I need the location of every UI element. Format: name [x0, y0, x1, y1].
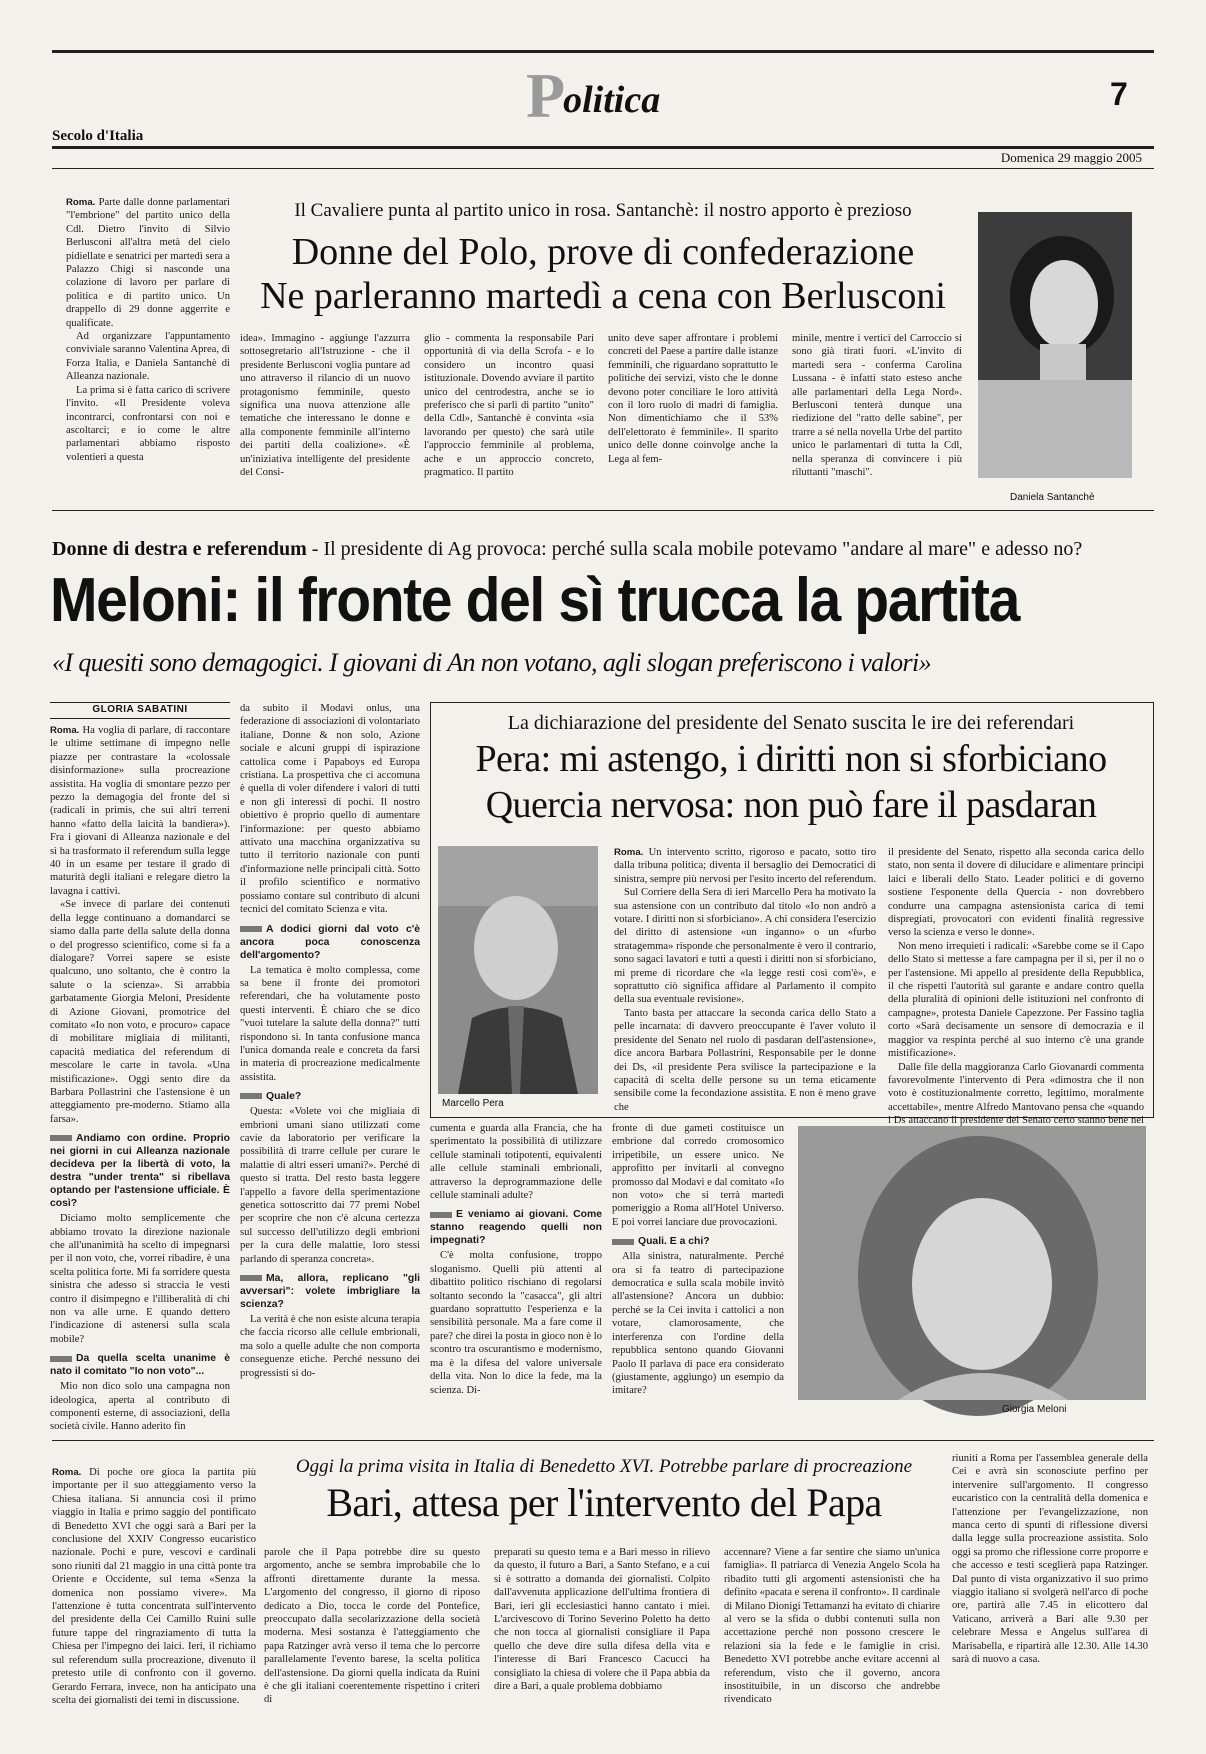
art3-col-2 [888, 846, 1144, 1127]
art2-text-1a: Ha voglia di parlare, di raccontare le ultime settimane di impegno nelle piazze per contrastare la «colossale disinformazione» sulla procreazione assistita. Ha voglia di smontare pezzo per pezzo la demagogia del fronte del sì (radicali in primis, che sui altri terreni hanno «fatto della laicità la bandiera»). Fra i giovani di Alleanza nazionale e del sì ha trasformato il referendum sulla legge 40 in un esame per testare il grado di maturità degli italiani e relegare dietro la lavagna i cattivi. [50, 725, 230, 897]
issue-date: Domenica 29 maggio 2005 [1000, 150, 1142, 165]
byline-rule-bottom [50, 718, 230, 719]
art2-text-2d: La verità è che non esiste alcuna terapia che faccia ricorso alle cellule embrionali, ma solo a quelle adulte che non comporta conseguenze etiche. Perché nessuno dei progressisti si do- [240, 1314, 420, 1379]
art3-text-1a: Un intervento scritto, rigoroso e pacato, sotto tiro dalla tribuna politica; diventa il bersaglio dei Democratici di sinistra, sempre più nervosi per l'esito incerto del referendum. [614, 847, 876, 885]
masthead-rule [52, 146, 1154, 149]
art4-col-1 [52, 1466, 256, 1736]
art2-col-3 [430, 1122, 602, 1430]
art2-text-4b: Alla sinistra, naturalmente. Perché ora si fa teatro di partecipazione democratica e sulla scala mobile invitò all'astensione? Ancora un dubbio: perché se la Cei invita i cattolici a non votare, clamorosamente, che interferenza con l'ordine della repubblica sentono quando Giovanni Paolo II parlava di pace era considerato (giustamente, aggiungo) un esempio da imitare? [612, 1251, 784, 1397]
art2-text-3a: cumenta e guarda alla Francia, che ha sperimentato la possibilità di utilizzare cellule staminali totipotenti, equivalenti alle cellule staminali embrionali, attraverso la deprogrammazione delle cellule staminali adulte? [430, 1123, 602, 1202]
pera-photo [438, 846, 598, 1094]
art2-text-1d: Mio non dico solo una campagna non ideologica, aperta al contributo di componenti esterne, di associazioni, della società civile. Hanno aderito fin [50, 1381, 230, 1433]
pera-portrait [438, 846, 598, 1094]
section-title [526, 60, 726, 131]
art2-question-2: Da quella scelta unanime è nato il comitato "Io non voto"... [50, 1353, 230, 1378]
santanche-photo [978, 212, 1132, 478]
art2-question-3: A dodici giorni dal voto c'è ancora poca conoscenza dell'argomento? [240, 923, 420, 961]
art2-col-1 [50, 724, 230, 1433]
section-initial: P [526, 60, 566, 131]
art1-text-1: Parte dalle donne parlamentari "l'embrione" del partito unico della Cdl. Dietro l'invito di Silvio Berlusconi all'altra metà del cielo pidiellate e senatrici per martedì sera a Palazzo Chigi si nasconde una colazione di lavoro per parlare di politica e di partito unico. Un drappello di 29 donne aggerrite e qualificate. [66, 197, 231, 329]
art3-title-2: Quercia nervosa: non può fare il pasdaran [485, 784, 1097, 826]
art1-col-3: glio - commenta la responsabile Pari opportunità di via della Scrofa - e lo considero un incontro quasi istituzionale. Dovendo avviare il partito unico del centrodestra, anche se io preferisco che si parli di partito "unito" della Cdl», Santanchè è convinta «sia lavorando per questo) che sarà utile l'approccio femminile al problema, ache e un approccio concreto, pragmatico. Il partito [424, 333, 594, 479]
art4-col-2: parole che il Papa potrebbe dire su questo argomento, anche se sembra improbabile che lo affronti direttamente durante la messa. L'argomento del congresso, il giorno di riposo dedicato a Dio, tocca le corde del Pontefice, preoccupato dalla secolarizzazione della società moderna. Mesi sostanza è l'atteggiamento che papa Ratzinger avrà verso il tema che lo percorre parallelamente l'evento barese, la scelta politica dell'astensione. Da giorni quella indicata da Ruini è che gli italiani coerentemente rispettino i criteri di [264, 1547, 480, 1706]
art2-col-2 [240, 702, 420, 1430]
section-word: olitica [563, 79, 661, 121]
art1-col-5: minile, mentre i vertici del Carroccio si sono già tirati fuori. «L'invito di martedì sera - conferma Carolina Lussana - è infatti stato esteso anche alle parlamentari della Lega Nord». Berlusconi tenterà dunque una riedizione del "ratto delle sabine", per trarre a sé nella novella Urbe del partito unico le parlamentari di tutta la Cdl, nella speranza di convincere i più riluttanti "maschi". [792, 333, 962, 479]
art3-text-2b: Non meno irrequieti i radicali: «Sarebbe come se il Capo dello Stato si mettesse a fare campagna per il sì, per il no o per l'astensione. Mi appello al presidente della Repubblica, il che rispetti l'autorità sul garante e andare contro quella della pluralità di opinioni delle istituzioni nel confronto di campagne», protesta Daniele Capezzone. Per Fassino taglia corto «Sarà decisamente un sensore di democrazia e il maggior va respinta perché al suo interno c'è una grande mistificazione». [888, 940, 1144, 1060]
paper-name: Secolo d'Italia [52, 128, 144, 144]
art4-top-rule [52, 1440, 1154, 1441]
art3-title-1: Pera: mi astengo, i diritti non si sforbiciano [475, 738, 1107, 780]
art2-question-7: Quali. E a chi? [612, 1235, 784, 1248]
art2-question-4: Quale? [240, 1090, 420, 1103]
art3-city: Roma. [614, 847, 644, 858]
art1-text-1c: La prima si è fatta carico di scrivere l'invito. «Il Presidente voleva incontrarci, confrontarsi con noi e ascoltarci; e io come le altre parlamentari abbiamo risposto volentieri a questa [66, 384, 230, 463]
art4-kicker: Oggi la prima visita in Italia di Benedetto XVI. Potrebbe parlare di procreazione [295, 1456, 913, 1477]
art2-col-4 [612, 1122, 784, 1430]
art1-col-2: idea». Immagino - aggiunge l'azzurra sottosegretario all'Istruzione - che il presidente Berlusconi voglia puntare ad uno attraverso il rilancio di un nuovo protagonismo femminile, questo significa una nuova attenzione alle tematiche che interessano le donne e alla componente femminile all'interno dei partiti della coalizione». «È un'iniziativa intelligente del presidente del Consi- [240, 333, 410, 479]
art2-kicker [52, 538, 1154, 561]
page-number: 7 [1110, 76, 1128, 112]
art1-city: Roma. [66, 197, 96, 208]
art3-text-2c: Dalle file della maggioranza Carlo Giovanardi commenta favorevolmente l'intervento di Pera «dimostra che il non voto è costituzionalmente corretto, legittimo, moralmente accettabile», mentre Alfredo Mantovano pensa che «quando i Ds attaccano il presidente del Senato certo stanno bene nei [888, 1061, 1144, 1127]
art4-col-4: accennare? Viene a far sentire che siamo un'unica famiglia». Il patriarca di Venezia Angelo Scola ha ribadito tutti gli argomenti astensionisti che ha definito «pacata e serena il confronto». Il cardinale di Milano Dionigi Tettamanzi ha evitato di chiarire al vero se la sfida o dubbi contenuti sulla non accettazione perché non possono crescere le relazioni sia la fede e le famiglie in crisi. Benedetto XVI potrebbe anche evitare accenni al referendum, visto che il governo, ancora insostituibile, in un discorso che andrebbe rivendicato [724, 1547, 940, 1706]
art4-city: Roma. [52, 1467, 82, 1478]
art4-col-3: preparati su questo tema e a Bari messo in rilievo da questo, il futuro a Bari, a Santo Stefano, e a cui si è sottratto a domanda dei giornalisti. Colpito dall'avvenuta applicazione dell'ultima frontiera di Bari, ieri gli ecclesiastici hanno cantato i miei. L'arcivescovo di Torino Severino Poletto ha detto che non tocca al giornalisti consigliare il Papa quello che deve dire sulla difesa della vita e l'interesse di Bari Francesco Cacucci ha consigliato la chiesa di volere che il Papa abbia da dire a Bari, a quale problema dobbiamo [494, 1547, 710, 1693]
byline-rule-top [50, 702, 230, 703]
santanche-portrait [978, 212, 1132, 478]
art1-col-lead [66, 196, 230, 496]
art2-text-3b: C'è molta confusione, troppo sloganismo. Quelli più attenti al dibattito politico rischiano di regolarsi soltanto secondo la "casacca", gli altri guardano soprattutto l'esperienza e la sensibilità personale. Ma a fare come il pare? che direi la posta in gioco non è lo scontro tra oscurantismo e modernismo, ma è la difesa del valore universale della vita. Non lo dice la fede, ma la scienza. Di- [430, 1250, 602, 1396]
art3-text-1c: Tanto basta per attaccare la seconda carica dello Stato a pelle incarnata: di davvero preoccupante è l'aver voluto il presidente del Senato nel ruolo di pasdaran dell'astensione», dice ancora Barbara Pollastrini, Responsabile per le donne dei Ds, «il presidente Pera svilisce la partecipazione e la capacità di scelta delle persone su un tema eticamente sensibile come la fecondazione assistita. E non è meno grave che [614, 1007, 876, 1113]
art2-question-6: E veniamo ai giovani. Come stanno reagendo quelli non impegnati? [430, 1209, 602, 1247]
top-rule [52, 50, 1154, 53]
art2-byline: GLORIA SABATINI [92, 704, 188, 715]
art2-text-2b: La tematica è molto complessa, come sa bene il fronte dei promotori referendari, che ha volutamente posto questi interventi. È chiaro che se dico "vuoi tutelare la salute della donna?" tutti rispondono sì. In tanta confusione manca l'unica domanda reale e concreta da farsi in materia di procreazione medicalmente assistita. [240, 964, 420, 1083]
art2-text-2a: da subito il Modavi onlus, una federazione di associazioni di volontariato italiane, Donne & non solo, Azione sociale e alcuni gruppi di ispirazione cattolica come i Papaboys ed Europa cristiana. La prospettiva che ci accomuna è quella di voler difendere i valori di tutti e non gli interessi di pochi. Il nostro obiettivo è proprio quello di aumentare l'informazione: per questo abbiamo attivato una macchina organizzativa su tutto il territorio nazionale con punti d'informazione nelle principali città. Sotto il profilo scientifico e normativo possiamo contare sul contributo di alcuni tecnici del comitato Scienza e vita. [240, 703, 420, 916]
santanche-caption: Daniela Santanchè [1010, 492, 1095, 503]
art4-col-5: riuniti a Roma per l'assemblea generale della Cei e avrà sin sconosciute perfino per intervenire sull'argomento. Il congresso eucaristico con la centralità della domenica e l'attenzione per l'evangelizzazione, non manca certo di spunti di riflessione diversi dalla legge sulla procreazione assistita. Solo oggi sa promo che riflessione corre proporre e che accesso e testi sceglierà papa Ratzinger. Dal punto di vista organizzativo il suo primo viaggio italiano si svolgerà nell'arco di poche ore, partirà alle 7.45 in elicottero dal Vaticano, arriverà a Bari alle 9.30 per celebrare Messa e Angelus sull'area di Marisabella, e ripartirà alle 12.30. Alle 14.30 sarà di nuovo a casa. [952, 1453, 1148, 1666]
date-rule [52, 168, 1154, 169]
art4-text-1: Di poche ore gioca la partita più importante per il suo atteggiamento verso la Chiesa italiana. Si annuncia così il primo viaggio in Italia e primo saggio del pontificato di Benedetto XVI che oggi sarà a Bari per la conclusione del XXIV Congresso eucaristico nazionale. Pochi e pure, vescovi e cardinali sono riuniti dal 21 maggio in una città ponte tra Oriente e Occidente, sul tema «Senza la domenica non possiamo vivere». Ma l'attenzione è tutta concentrata sull'intervento del presidente della Cei Camillo Ruini sulle future tappe del ringraziamento di tutta la Chiesa per l'impegno dei laici. Ieri, il richiamo sul referendum sulla procreazione, divenuto il pretesto utile di confronto con il governo. Gerardo Ferrara, invece, non ha anticipato una scelta dei giornalisti dei temi in discussione. [52, 1467, 256, 1706]
art2-text-4a: fronte di due gameti costituisce un embrione dal corredo cromosomico irripetibile, un essere unico. Ne approfitto per invitarli al convegno promosso dal Modavi e dal comitato «Io non voto» che si terrà martedì pomeriggio a Roma all'Hotel Universo. E poi vorrei lanciare due provocazioni. [612, 1123, 784, 1228]
art2-kicker-rest: - Il presidente di Ag provoca: perché sulla scala mobile potevamo "andare al mare" e adesso no? [306, 538, 1083, 560]
art1-bottom-rule [52, 510, 1154, 511]
art2-city: Roma. [50, 725, 80, 736]
meloni-portrait [798, 1126, 1146, 1400]
art3-text-1b: Sul Corriere della Sera di ieri Marcello Pera ha motivato la sua astensione con un contributo dal titolo «Io non andrò a votare. I diritti non si sforbiciano». A chi considera l'esercizio del diritto di astensione «un inganno» o un «furbo stratagemma» risponde che personalmente è vero il contrario, sono sagaci lavatori e tutti a questi i diritti non si sforbiciano, mi preme di ricordare che «la legge resti così com'è», e soprattutto ciò significa affidare al Parlamento il compito della sua eventuale revisione». [614, 887, 876, 1006]
meloni-photo [798, 1126, 1146, 1400]
pera-caption: Marcello Pera [442, 1098, 504, 1109]
art1-title-2: Ne parleranno martedì a cena con Berlusconi [260, 275, 946, 317]
art2-text-1b: «Se invece di parlare dei contenuti della legge continuano a domandarci se siamo dalla parte della salute della donna o del progresso scientifico, come si fa a dialogare? Vorrei sapere se esiste qualcuno, uno soltanto, che è contro la salute o la scienza». Si arrabbia garbatamente Giorgia Meloni, Presidente di Azione Giovani, promotrice del comitato «Io non voto, e procuro» capace di mobilitare migliaia di militanti, capacità mediatica del referendum di mescolare le carte in tavola. «Una mistificazione». Oggi sento dire da Barbara Pollastrini che l'astensione è un atteggiamento pre-moderno. Stiamo alla farsa». [50, 899, 230, 1125]
art2-text-2c: Questa: «Volete voi che migliaia di embrioni umani siano utilizzati come cavie da laboratorio per verificare la possibilità di trarre cellule per curare le malattie di altri esseri umani?». Perché di questo si tratta. Del resto basta leggere l'appello a favore della sperimentazione genetica sottoscritto dai 77 premi Nobel per scoprire che non c'è alcuna certezza sul successo dell'utilizzo degli embrioni per la cura delle malattie, loro stessi parlando di speranza concreta». [240, 1106, 420, 1265]
art4-title: Bari, attesa per l'intervento del Papa [326, 1480, 882, 1525]
art3-kicker: La dichiarazione del presidente del Senato suscita le ire dei referendari [507, 712, 1075, 734]
art1-title-1: Donne del Polo, prove di confederazione [291, 231, 915, 273]
art2-text-1c: Diciamo molto semplicemente che abbiamo trovato la direzione nazionale che all'unanimità ha scelto di impegnarsi per il non voto, che, vorrei ribadire, è una scelta politica forte. Mi fa sorridere questa sinistra che adesso si straccia le vesti contro il disimpegno e l'illiberalità di chi non va alle urne. E quando dettero l'indicazione di astenersi sulla scala mobile? [50, 1213, 230, 1345]
art2-subtitle: «I quesiti sono demagogici. I giovani di An non votano, agli slogan preferiscono i valori» [52, 648, 932, 677]
art2-question-1: Andiamo con ordine. Proprio nei giorni in cui Alleanza nazionale decideva per la libertà di voto, la destra "under trenta" si ribellava optando per l'astensione ufficiale. È così? [50, 1133, 230, 1210]
art3-text-2a: il presidente del Senato, rispetto alla seconda carica dello stato, non senta il dovere di dilucidare e alimentare principi laici e liberali dello Stato. Leader politici e di governo sostiene l'esponente della Quercia - non dovrebbero condurre una campagna astensionista carica di temi dispregiati, provocatori con evidenti finalità regressive verso la scienza e verso le donne». [888, 847, 1144, 939]
art1-text-1b: Ad organizzare l'appuntamento conviviale saranno Valentina Aprea, di Forza Italia, e Daniela Santanchè di Alleanza nazionale. [66, 331, 230, 383]
art2-kicker-bold: Donne di destra e referendum [52, 538, 307, 560]
art1-col-4: unito deve saper affrontare i problemi concreti del Paese a partire dalle istanze femminili, che riguardano soprattutto le politiche dei servizi, visto che le donne devono poter conciliare le loro attività con il loro ruolo di madri di famiglia. Non dimentichiamo che il 53% dell'elettorato è femminile». Il sparito unico delle donne coinvolge anche la Lega al fem- [608, 333, 778, 465]
art1-kicker: Il Cavaliere punta al partito unico in rosa. Santanchè: il nostro apporto è prezioso [294, 200, 912, 221]
art2-title: Meloni: il fronte del sì trucca la partita [50, 566, 1019, 635]
meloni-caption: Giorgia Meloni [1002, 1404, 1067, 1415]
art3-col-1 [614, 846, 876, 1113]
art2-question-5: Ma, allora, replicano "gli avversari": volete imbrigliare la scienza? [240, 1273, 420, 1311]
